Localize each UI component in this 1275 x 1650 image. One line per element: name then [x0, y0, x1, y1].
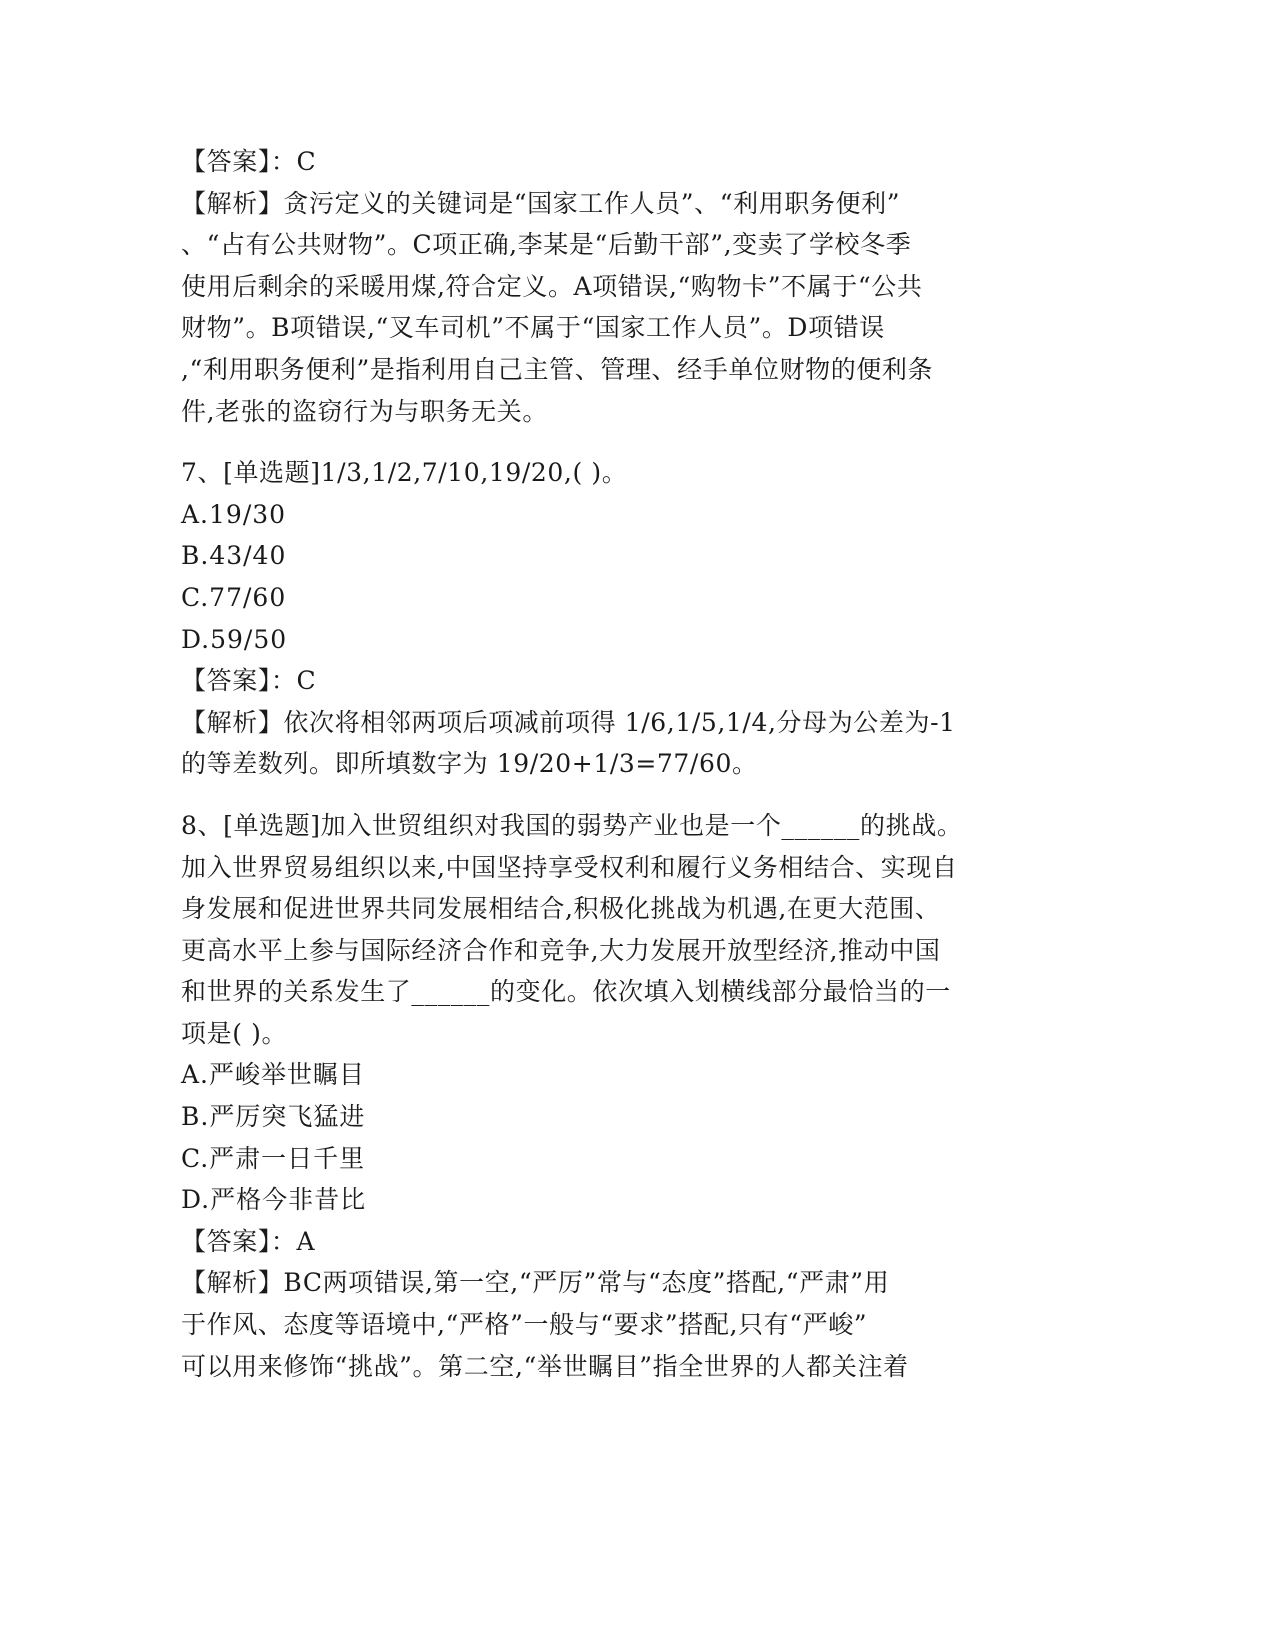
q7-analysis-line: 的等差数列。即所填数字为 19/20+1/3=77/60。: [181, 749, 758, 779]
q8-stem-line: 加入世界贸易组织以来,中国坚持享受权利和履行义务相结合、实现自: [181, 852, 958, 882]
section-gap: [181, 785, 1061, 805]
q6-analysis-line: 、“占有公共财物”。C项正确,李某是“后勤干部”,变卖了学校冬季: [181, 230, 912, 260]
q8-stem-line: 更高水平上参与国际经济合作和竞争,大力发展开放型经济,推动中国: [181, 935, 941, 965]
q7-answer: 【答案】：C: [181, 666, 317, 696]
q8-option-b: B.严厉突飞猛进: [181, 1102, 366, 1132]
q6-analysis-line: ,“利用职务便利”是指利用自己主管、管理、经手单位财物的便利条: [181, 354, 934, 384]
question-8: [181, 805, 1061, 1387]
q6-analysis-line: 使用后剩余的采暖用煤,符合定义。A项错误,“购物卡”不属于“公共: [181, 271, 923, 301]
q8-analysis-line: 【解析】BC两项错误,第一空,“严厉”常与“态度”搭配,“严肃”用: [181, 1268, 890, 1298]
q8-answer: 【答案】：A: [181, 1226, 316, 1256]
q8-stem-line: 身发展和促进世界共同发展相结合,积极化挑战为机遇,在更大范围、: [181, 894, 941, 924]
q6-analysis-line: 【解析】贪污定义的关键词是“国家工作人员”、“利用职务便利”: [181, 188, 901, 218]
q7-stem: 7、[单选题]1/3,1/2,7/10,19/20,( )。: [181, 458, 628, 488]
q7-option-c: C.77/60: [181, 582, 287, 612]
q6-answer: 【答案】：C: [181, 147, 317, 176]
section-gap: [181, 432, 1061, 452]
document-page: [181, 141, 1061, 1387]
q6-analysis: [181, 183, 1061, 433]
q8-stem-line: 项是( )。: [181, 1018, 288, 1048]
q6-analysis-line: 件,老张的盗窃行为与职务无关。: [181, 396, 548, 426]
q8-stem-line: 8、[单选题]加入世贸组织对我国的弱势产业也是一个______的挑战。: [181, 810, 963, 840]
q7-option-a: A.19/30: [181, 499, 287, 529]
q8-analysis-line: 可以用来修饰“挑战”。第二空,“举世瞩目”指全世界的人都关注着: [181, 1351, 909, 1381]
q7-analysis-line: 【解析】依次将相邻两项后项减前项得 1/6,1/5,1/4,分母为公差为-1: [181, 707, 956, 737]
q8-option-d: D.严格今非昔比: [181, 1185, 367, 1215]
q8-stem-line: 和世界的关系发生了______的变化。依次填入划横线部分最恰当的一: [181, 977, 951, 1007]
q7-option-b: B.43/40: [181, 541, 287, 571]
q8-option-c: C.严肃一日千里: [181, 1143, 366, 1173]
q6-analysis-line: 财物”。B项错误,“叉车司机”不属于“国家工作人员”。D项错误: [181, 313, 885, 343]
q8-option-a: A.严峻举世瞩目: [181, 1060, 366, 1090]
q6-answer-section: [181, 141, 1061, 432]
q8-analysis-line: 于作风、态度等语境中,“严格”一般与“要求”搭配,只有“严峻”: [181, 1310, 868, 1340]
q7-option-d: D.59/50: [181, 624, 288, 654]
question-7: [181, 452, 1061, 785]
